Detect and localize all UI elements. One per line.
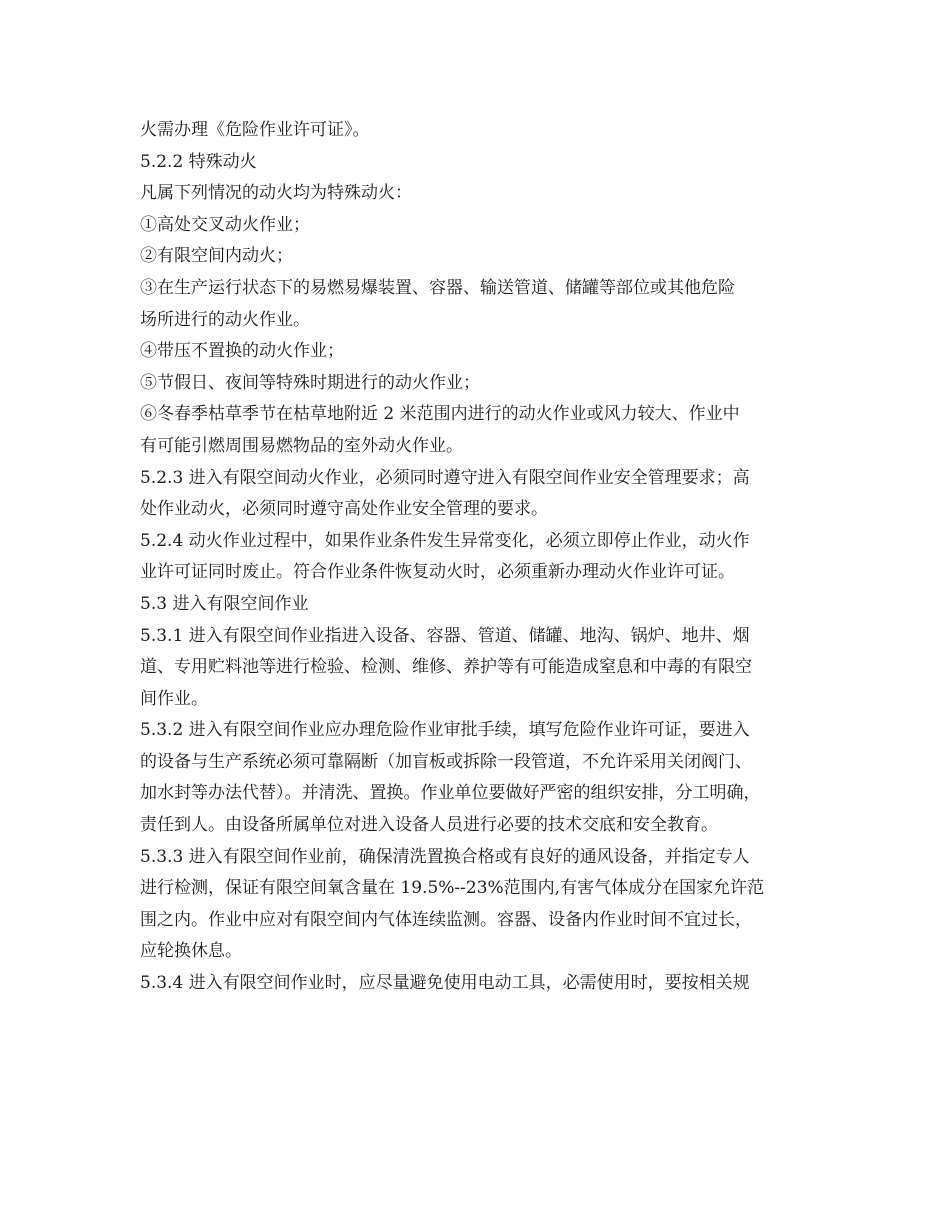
text-line: 应轮换休息。 [140, 941, 242, 962]
text-line: 凡属下列情况的动火均为特殊动火： [140, 183, 412, 204]
section-paragraph-5-3-1: 5.3.1 进入有限空间作业指进入设备、容器、管道、储罐、地沟、锅炉、地井、烟 [140, 625, 750, 646]
text-line: 业许可证同时废止。符合作业条件恢复动火时，必须重新办理动火作业许可证。 [140, 562, 735, 583]
section-paragraph-5-2-3: 5.2.3 进入有限空间动火作业，必须同时遵守进入有限空间作业安全管理要求；高 [140, 467, 750, 488]
section-heading-5-3: 5.3 进入有限空间作业 [140, 593, 309, 614]
text-line: 有可能引燃周围易燃物品的室外动火作业。 [140, 435, 463, 456]
text-line: 进行检测，保证有限空间氧含量在 19.5%--23%范围内,有害气体成分在国家允许范 [140, 878, 765, 899]
section-heading-5-2-2: 5.2.2 特殊动火 [140, 151, 257, 172]
text-line: 加水封等办法代替）。并清洗、置换。作业单位要做好严密的组织安排，分工明确， [140, 783, 761, 804]
section-paragraph-5-3-4: 5.3.4 进入有限空间作业时，应尽量避免使用电动工具，必需使用时，要按相关规 [140, 973, 750, 994]
list-item: ②有限空间内动火； [140, 246, 293, 267]
text-line: 火需办理《危险作业许可证》。 [140, 120, 370, 140]
text-line: 间作业。 [140, 688, 208, 709]
text-line: 场所进行的动火作业。 [140, 309, 310, 330]
list-item: ⑤节假日、夜间等特殊时期进行的动火作业； [140, 372, 480, 393]
text-line: 道、专用贮料池等进行检验、检测、维修、养护等有可能造成窒息和中毒的有限空 [140, 657, 752, 678]
section-paragraph-5-3-3: 5.3.3 进入有限空间作业前，确保清洗置换合格或有良好的通风设备，并指定专人 [140, 846, 750, 867]
document-body [140, 115, 820, 1000]
text-line: 围之内。作业中应对有限空间内气体连续监测。容器、设备内作业时间不宜过长， [140, 909, 752, 930]
text-line: 处作业动火，必须同时遵守高处作业安全管理的要求。 [140, 499, 548, 520]
text-line: 的设备与生产系统必须可靠隔断（加盲板或拆除一段管道，不允许采用关闭阀门、 [140, 751, 752, 772]
list-item: ④带压不置换的动火作业； [140, 341, 344, 362]
section-paragraph-5-2-4: 5.2.4 动火作业过程中，如果作业条件发生异常变化，必须立即停止作业，动火作 [140, 530, 750, 551]
text-line: 责任到人。由设备所属单位对进入设备人员进行必要的技术交底和安全教育。 [140, 815, 718, 836]
list-item: ③在生产运行状态下的易燃易爆装置、容器、输送管道、储罐等部位或其他危险 [140, 277, 735, 298]
list-item: ①高处交叉动火作业； [140, 214, 310, 235]
section-paragraph-5-3-2: 5.3.2 进入有限空间作业应办理危险作业审批手续，填写危险作业许可证，要进入 [140, 720, 750, 741]
list-item: ⑥冬春季枯草季节在枯草地附近 2 米范围内进行的动火作业或风力较大、作业中 [140, 404, 740, 425]
